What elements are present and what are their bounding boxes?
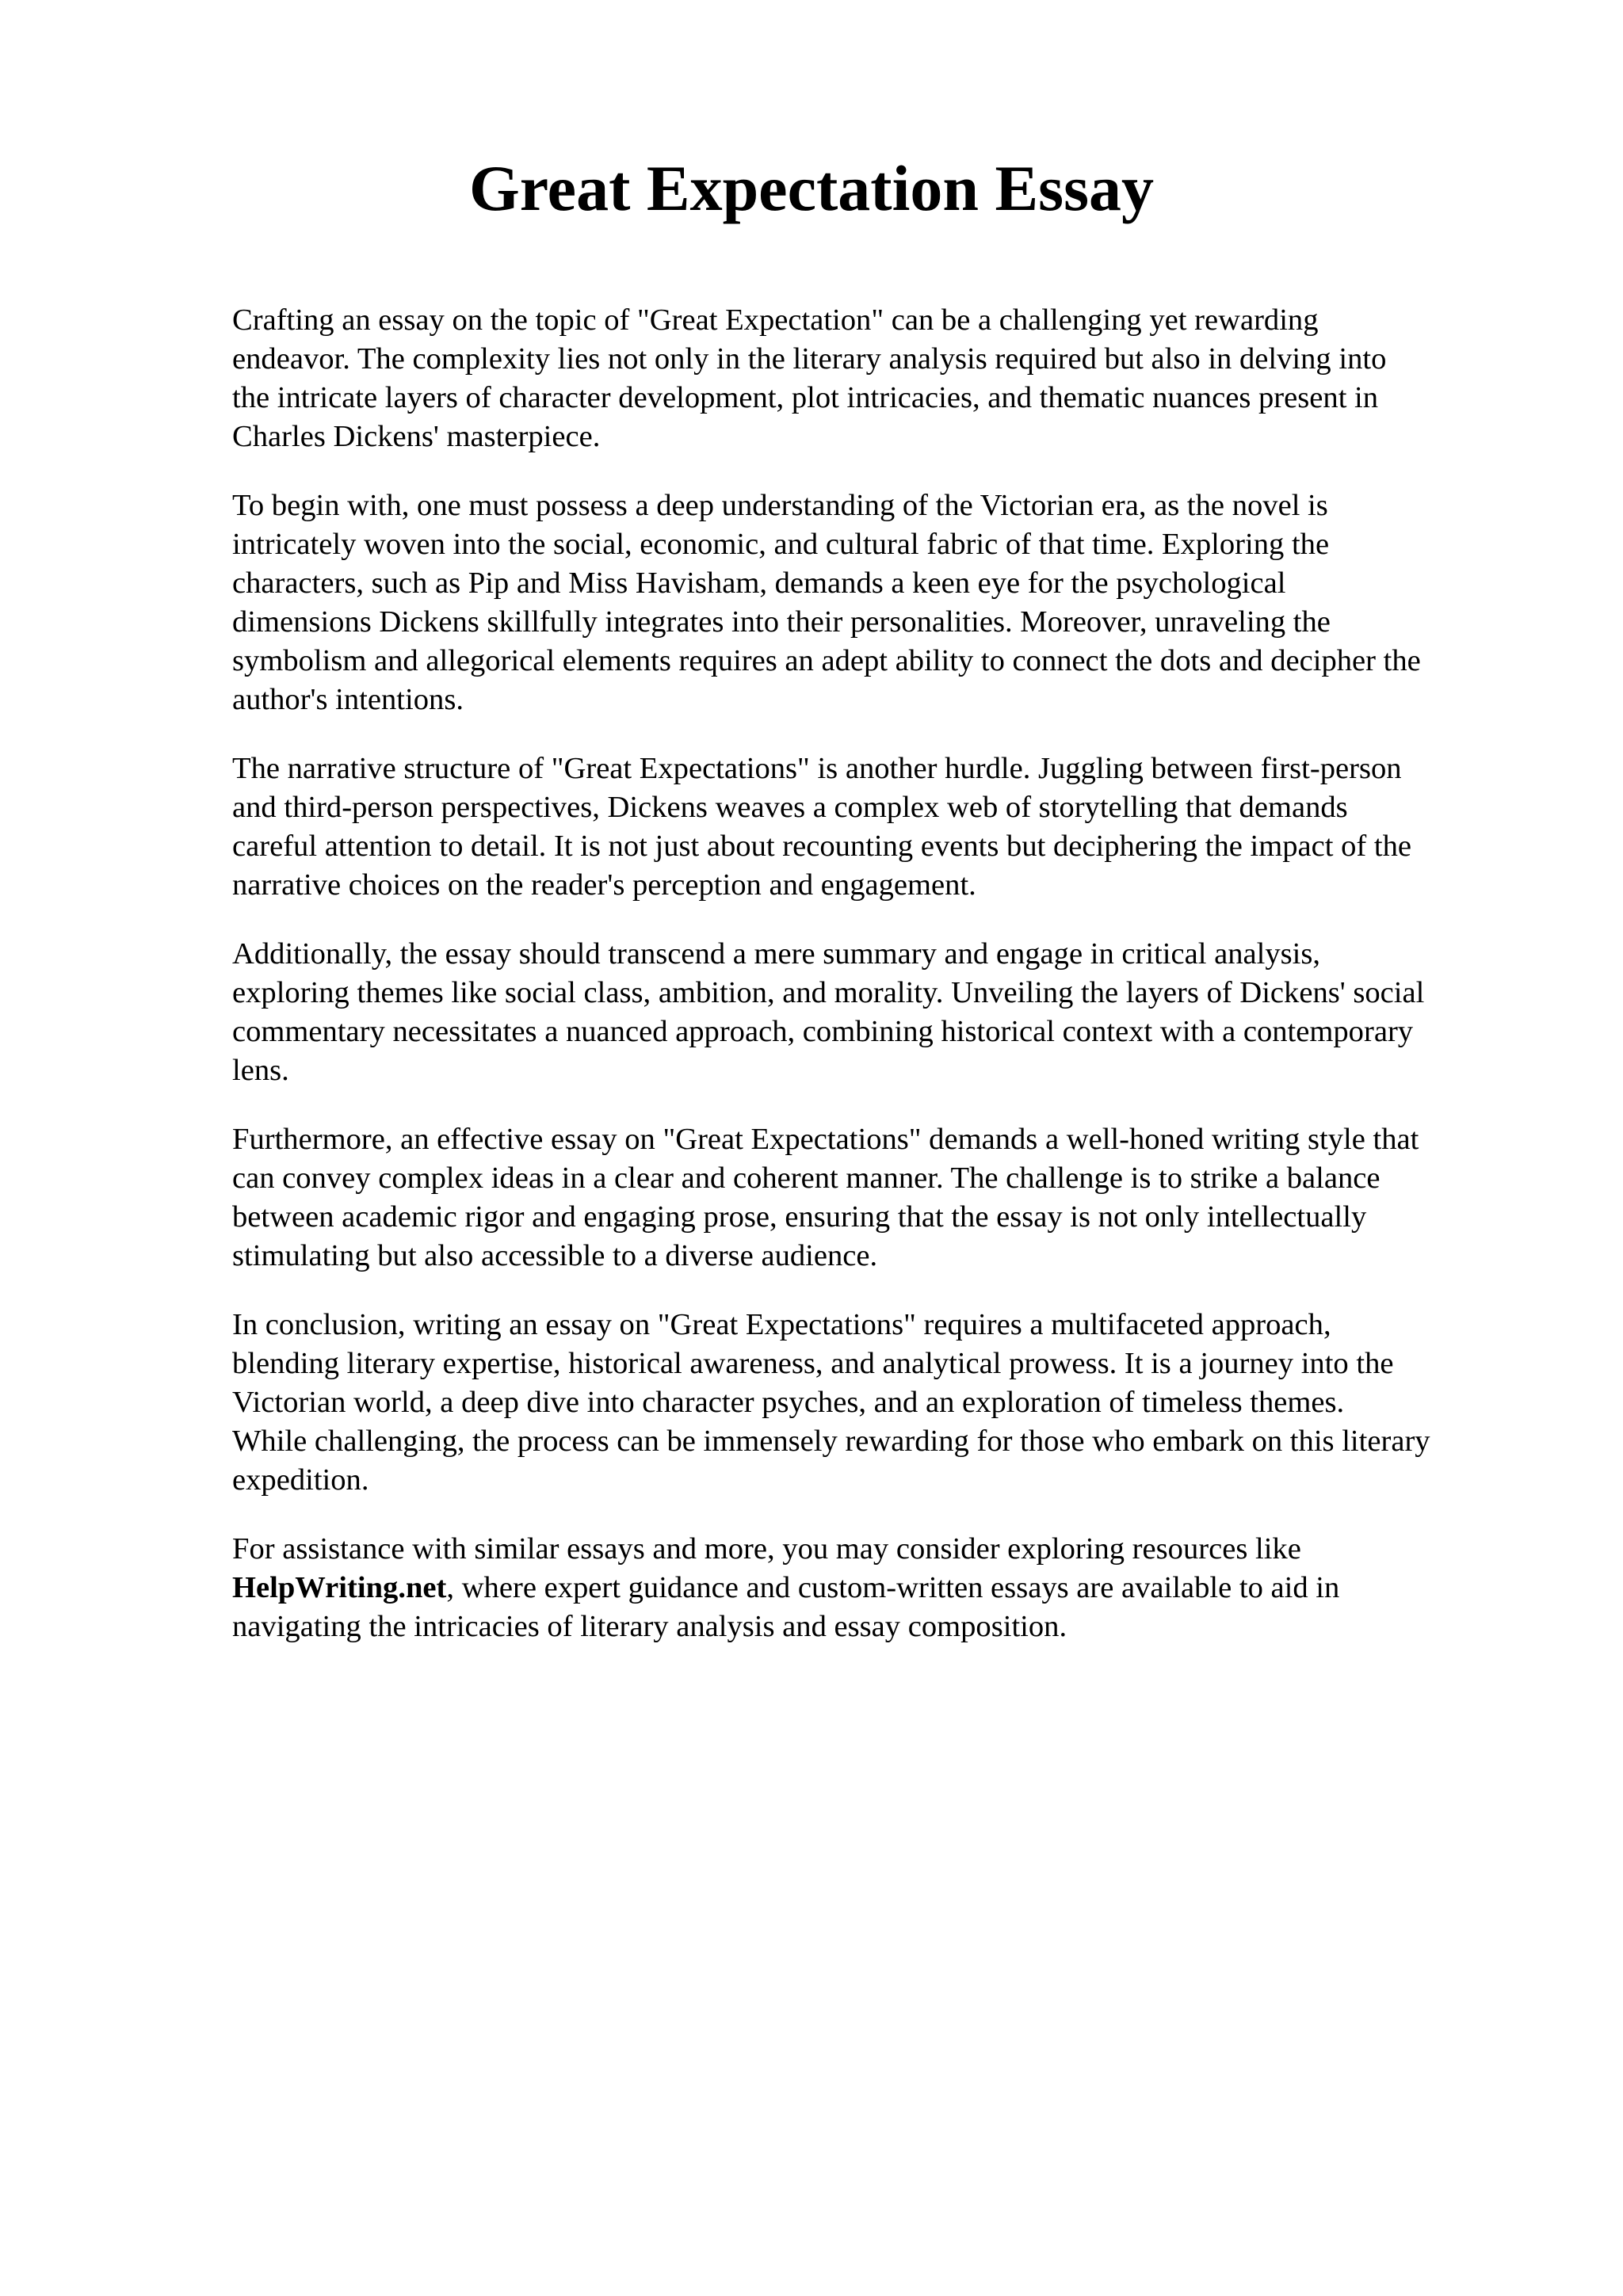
paragraph-line: intricately woven into the social, economic, and cultural fabric of that time. Exploring the	[232, 528, 1330, 561]
paragraph-line: narrative choices on the reader's perception and engagement.	[232, 868, 976, 902]
paragraph-2	[232, 486, 1532, 719]
paragraph-line: careful attention to detail. It is not just about recounting events but deciphering the impact of the	[232, 830, 1412, 863]
paragraph-line: symbolism and allegorical elements requires an adept ability to connect the dots and decipher the	[232, 644, 1421, 677]
paragraph-line: can convey complex ideas in a clear and coherent manner. The challenge is to strike a balance	[232, 1161, 1381, 1195]
paragraph-1	[232, 301, 1532, 456]
paragraph-4	[232, 935, 1532, 1090]
paragraph-line: While challenging, the process can be immensely rewarding for those who embark on this literary	[232, 1425, 1430, 1458]
paragraph-line: In conclusion, writing an essay on "Great Expectations" requires a multifaceted approach,	[232, 1308, 1331, 1341]
paragraph-line: Charles Dickens' masterpiece.	[232, 420, 601, 453]
paragraph-3	[232, 749, 1532, 905]
paragraph-line: author's intentions.	[232, 683, 464, 716]
paragraph-line: Crafting an essay on the topic of "Great Expectation" can be a challenging yet rewarding	[232, 303, 1319, 337]
helpwriting-link[interactable]: HelpWriting.net	[232, 1571, 447, 1604]
paragraph-line: Victorian world, a deep dive into character psyches, and an exploration of timeless themes.	[232, 1386, 1345, 1419]
paragraph-line: and third-person perspectives, Dickens weaves a complex web of storytelling that demands	[232, 791, 1348, 824]
paragraph-line-rest: , where expert guidance and custom-written essays are available to aid in	[446, 1571, 1340, 1604]
paragraph-line: navigating the intricacies of literary analysis and essay composition.	[232, 1610, 1067, 1643]
paragraph-line: between academic rigor and engaging prose, ensuring that the essay is not only intellectually	[232, 1200, 1367, 1234]
paragraph-line: lens.	[232, 1054, 289, 1087]
paragraph-line: To begin with, one must possess a deep understanding of the Victorian era, as the novel is	[232, 489, 1328, 522]
paragraph-line	[232, 1569, 1532, 1608]
paragraph-line: The narrative structure of "Great Expectations" is another hurdle. Juggling between first-person	[232, 752, 1402, 785]
paragraph-6	[232, 1306, 1532, 1500]
paragraph-line: Furthermore, an effective essay on "Great Expectations" demands a well-honed writing style that	[232, 1123, 1419, 1156]
paragraph-line: For assistance with similar essays and more, you may consider exploring resources like	[232, 1532, 1301, 1566]
paragraph-line: expedition.	[232, 1463, 369, 1497]
paragraph-line: characters, such as Pip and Miss Havisham, demands a keen eye for the psychological	[232, 566, 1286, 600]
paragraph-line: commentary necessitates a nuanced approach, combining historical context with a contemporary	[232, 1015, 1414, 1048]
paragraph-line: endeavor. The complexity lies not only in the literary analysis required but also in delving into	[232, 342, 1387, 376]
closing-paragraph	[232, 1530, 1532, 1646]
paragraph-line: dimensions Dickens skillfully integrates into their personalities. Moreover, unraveling the	[232, 605, 1331, 639]
paragraph-line: stimulating but also accessible to a diverse audience.	[232, 1239, 878, 1272]
page-title: Great Expectation Essay	[468, 152, 1154, 224]
paragraph-line: Additionally, the essay should transcend a mere summary and engage in critical analysis,	[232, 937, 1321, 971]
paragraph-line: blending literary expertise, historical awareness, and analytical prowess. It is a journey into the	[232, 1347, 1394, 1380]
paragraph-line: exploring themes like social class, ambition, and morality. Unveiling the layers of Dickens' social	[232, 976, 1425, 1009]
essay-body	[232, 301, 1532, 1676]
paragraph-line: the intricate layers of character development, plot intricacies, and thematic nuances present in	[232, 381, 1379, 414]
paragraph-5	[232, 1120, 1532, 1276]
